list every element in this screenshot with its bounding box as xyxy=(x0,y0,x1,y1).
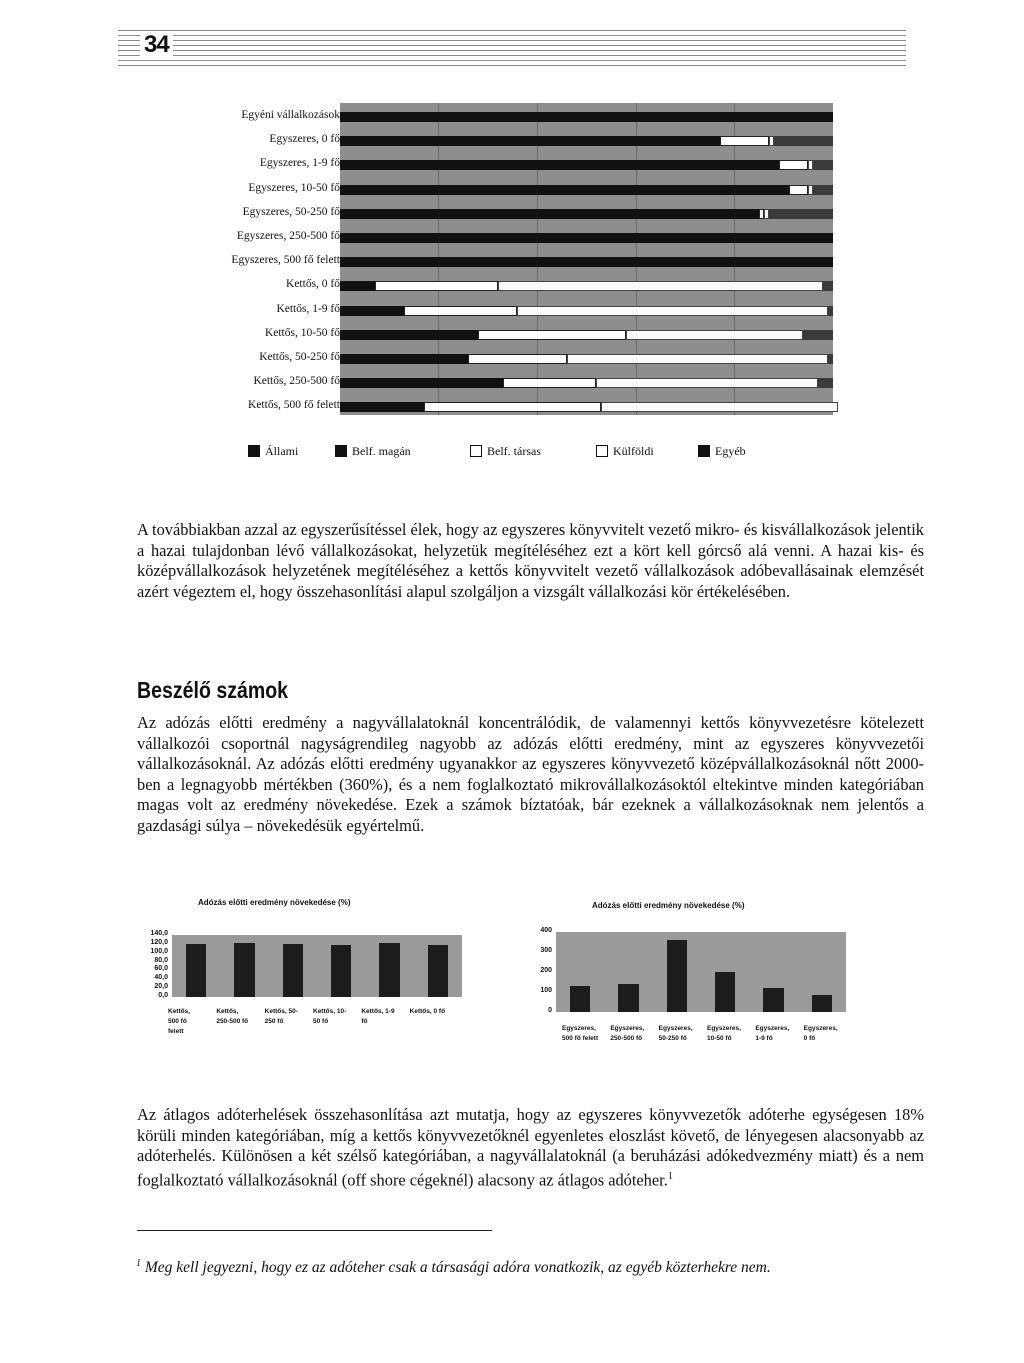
legend-item-egyeb xyxy=(698,444,746,459)
chart1-bar-segment xyxy=(340,233,833,243)
paragraph-results: Az adózás előtti eredmény a nagyvállalatoknál koncentrálódik, de valamennyi kettős könyvvezetésre kötelezett vállalkozói csoportnál nagyságrendileg nagyobb az adózás előtti eredmény, mint az egyszeres könyvvezetői vállalkozásoknál. Az adózás előtti eredmény ugyanakkor az egyszeres könyvvezető középvállalkozásoknál nőtt 2000-ben a legnagyobb mértékben (360%), és a nem foglalkoztató mikrovállalkozásoktól eltekintve minden kategóriában magas volt az eredmény növekedése. Ezek a számok bíztatóak, bár ezeknek a vállalkozásoknak nem jelentős a gazdasági súlya – növekedésük egyértelmű. xyxy=(137,713,924,835)
page-number: 34 xyxy=(140,32,173,58)
chart1-bar-segment xyxy=(828,306,833,316)
paragraph-tax-burden-text: Az átlagos adóterhelések összehasonlítása azt mutatja, hogy az egyszeres könyvvezetők adóterhe egységesen 18% körüli minden kategóriában, míg a kettős könyvvezetőknél egyenletes eloszlást követő, de lényegesen alacsonyabb az adóterhelés. Különösen a két szélső kategóriában, a nagyvállalatoknál (a beruházási adókedvezmény miatt) és a nem foglalkoztató vállalkozásoknál (off shore cégeknél) alacsony az átlagos adóteher. xyxy=(137,1105,924,1190)
paragraph-tax-burden xyxy=(137,1105,924,1191)
chart1-category-label: Egyszeres, 1-9 fő xyxy=(259,157,340,170)
chart1-bar-segment xyxy=(517,306,828,316)
chart1-category-label: Kettős, 0 fő xyxy=(286,278,340,291)
legend-swatch xyxy=(596,445,608,457)
chart3-category-label: Egyszeres, 0 fő xyxy=(803,1025,838,1042)
chart1-category-label: Egyszeres, 500 fő felett xyxy=(231,254,340,267)
chart2-bar xyxy=(331,945,351,997)
chart3-category-label: Egyszeres, 50-250 fő xyxy=(658,1025,693,1042)
chart2-plot-area xyxy=(172,935,462,997)
chart1-bar-segment xyxy=(803,330,833,340)
legend-item-belf-tarsas xyxy=(470,444,541,459)
chart3-tick-label: 200 xyxy=(540,967,552,974)
chart1-bar-segment xyxy=(601,402,838,412)
chart1-bar-segment xyxy=(340,354,468,364)
chart2-title: Adózás előtti eredmény növekedése (%) xyxy=(198,898,351,907)
chart1-bar-segment xyxy=(813,185,833,195)
chart3-tick-label: 100 xyxy=(540,987,552,994)
chart3-plot-area xyxy=(556,932,846,1012)
chart1-category-label: Kettős, 250-500 fő xyxy=(253,375,340,388)
footnote-text: Meg kell jegyezni, hogy ez az adóteher csak a társasági adóra vonatkozik, az egyéb közterhekre nem. xyxy=(141,1259,771,1277)
chart1-bar-segment xyxy=(503,378,597,388)
chart1-bar-segment xyxy=(828,354,833,364)
chart1-bar-segment xyxy=(340,160,779,170)
chart1-plot-area xyxy=(340,103,833,415)
chart1-bar-segment xyxy=(340,257,833,267)
footnote xyxy=(136,1258,771,1277)
chart3-bar xyxy=(812,995,832,1012)
chart3-bar xyxy=(715,972,735,1012)
chart1-bar-segment xyxy=(789,185,809,195)
chart3-category-label: Egyszeres, 250-500 fő xyxy=(610,1025,645,1042)
chart2-category-label: Kettős, 10- 50 fő xyxy=(313,1008,347,1025)
chart1-category-label: Kettős, 500 fő felett xyxy=(248,399,340,412)
chart1-bar-segment xyxy=(340,306,404,316)
chart3-title: Adózás előtti eredmény növekedése (%) xyxy=(592,901,745,910)
chart1-category-label: Egyszeres, 250-500 fő xyxy=(236,230,340,242)
chart2-category-label: Kettős, 1-9 fő xyxy=(361,1008,395,1025)
chart1-bar-segment xyxy=(375,281,498,291)
legend-label: Egyéb xyxy=(715,444,746,458)
chart2-tick-label: 60,0 xyxy=(154,965,168,973)
chart2-category-label: Kettős, 500 fő felett xyxy=(168,1008,191,1035)
legend-item-belf-magan xyxy=(335,444,411,459)
chart1-bar-segment xyxy=(340,209,759,219)
chart1-bar-segment xyxy=(779,160,809,170)
chart1-category-label: Egyszeres, 0 fő xyxy=(269,133,340,146)
chart1-bar-segment xyxy=(774,136,833,146)
paragraph-intro: A továbbiakban azzal az egyszerűsítéssel élek, hogy az egyszeres könyvvitelt vezető mikro- és kisvállalkozások jelentik a hazai tulajdonban lévő vállalkozásokat, helyzetük megítéléséhez ezt a kört kell górcső alá venni. A hazai kis- és középvállalkozások helyzetének megítéléséhez a kettős könyvvitelt vezető vállalkozások adóbevallásainak elemzését azért végeztem el, hogy összehasonlítási alapul szolgáljon a vizsgált vállalkozási kör értékelésében. xyxy=(137,520,924,601)
chart1-bar-segment xyxy=(626,330,803,340)
chart2-bar xyxy=(428,945,448,997)
chart1-bar-segment xyxy=(596,378,818,388)
chart1-category-label: Kettős, 1-9 fő xyxy=(276,302,340,315)
legend-swatch xyxy=(698,445,710,457)
chart3-bar xyxy=(570,986,590,1012)
legend-label: Belf. társas xyxy=(487,444,541,458)
chart1-bar-segment xyxy=(340,281,375,291)
chart1-bar-segment xyxy=(498,281,823,291)
chart1-category-label: Kettős, 50-250 fő xyxy=(259,351,340,363)
footnote-rule xyxy=(137,1230,492,1231)
chart2-tick-label: 100,0 xyxy=(150,947,168,955)
chart1-bar-segment xyxy=(769,209,833,219)
legend-swatch xyxy=(470,445,482,457)
chart3-bar xyxy=(763,988,783,1012)
chart3-tick-label: 400 xyxy=(540,927,552,934)
chart1-bar-segment xyxy=(478,330,626,340)
legend-item-kulfoldi xyxy=(596,444,654,459)
chart1-bar-segment xyxy=(340,402,424,412)
chart1-category-label: Egyszeres, 50-250 fő xyxy=(242,205,340,218)
chart2-bar xyxy=(283,944,303,997)
chart1-bar-segment xyxy=(424,402,601,412)
chart2-bar xyxy=(186,944,206,997)
chart1-bar-segment xyxy=(404,306,517,316)
chart1-category-label: Egyéni vállalkozások xyxy=(241,109,340,121)
chart1-bar-segment xyxy=(340,330,478,340)
chart2-tick-label: 120,0 xyxy=(150,938,168,946)
chart2-tick-label: 80,0 xyxy=(154,956,168,964)
chart2-tick-label: 40,0 xyxy=(154,974,168,982)
chart1-bar-segment xyxy=(468,354,567,364)
legend-label: Külföldi xyxy=(613,444,654,458)
chart1-bar-segment xyxy=(720,136,769,146)
chart2-category-label: Kettős, 50- 250 fő xyxy=(264,1008,298,1025)
chart3-category-label: Egyszeres, 10-50 fő xyxy=(707,1025,741,1042)
chart1-bar-segment xyxy=(340,112,833,122)
chart2-tick-label: 0,0 xyxy=(158,992,168,999)
chart3-bar xyxy=(618,984,638,1012)
chart2-category-label: Kettős, 250-500 fő xyxy=(216,1008,249,1025)
chart1-bar-segment xyxy=(340,136,720,146)
chart1-bar-segment xyxy=(823,281,833,291)
legend-swatch xyxy=(248,445,260,457)
chart3-tick-label: 0 xyxy=(548,1007,552,1014)
chart2-tick-label: 20,0 xyxy=(154,983,168,991)
chart1-category-label: Kettős, 10-50 fő xyxy=(264,326,340,339)
chart1-bar-segment xyxy=(567,354,828,364)
footnote-ref: 1 xyxy=(667,1170,673,1182)
legend-label: Belf. magán xyxy=(352,444,411,458)
chart1-bar-segment xyxy=(340,185,789,195)
section-heading: Beszélő számok xyxy=(137,677,289,703)
chart3-category-label: Egyszeres, 500 fő felett xyxy=(562,1025,599,1042)
header-rule xyxy=(118,26,906,68)
chart2-bar xyxy=(379,943,399,997)
chart1-category-label: Egyszeres, 10-50 fő xyxy=(248,181,340,194)
chart1-legend xyxy=(248,444,788,462)
legend-item-allami xyxy=(248,444,298,459)
footnote-mark: 1 xyxy=(136,1258,141,1269)
chart2-tick-label: 140,0 xyxy=(150,930,168,937)
chart2-bar xyxy=(234,943,254,997)
chart3-tick-label: 300 xyxy=(540,947,552,954)
chart1-bar-segment xyxy=(818,378,833,388)
chart1-bar-segment xyxy=(340,378,503,388)
chart3-bar xyxy=(667,940,687,1012)
legend-swatch xyxy=(335,445,347,457)
chart1-bar-segment xyxy=(813,160,833,170)
chart2-category-label: Kettős, 0 fő xyxy=(409,1008,446,1015)
legend-label: Állami xyxy=(265,444,299,458)
chart3-category-label: Egyszeres, 1-9 fő xyxy=(755,1025,790,1042)
